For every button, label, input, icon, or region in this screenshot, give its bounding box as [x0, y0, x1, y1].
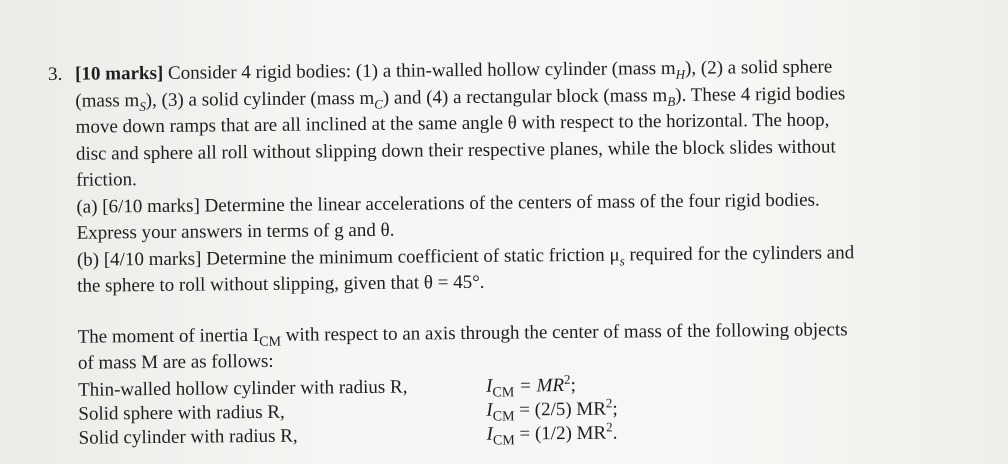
- problem-line-5: friction.: [76, 169, 137, 191]
- problem-line-2: (mass $m_S$), (3) a solid cylinder (mass $m_C$) and (4) a rectangular block (mass $m_B$). These 4 rigid bodies: [75, 82, 846, 114]
- inertia-table: [51, 369, 977, 450]
- inertia-row-solid-cylinder: Solid cylinder with radius R, $I_{CM} = (1/2)$ $MR^2$.: [78, 418, 618, 449]
- inertia-formula: $I_{CM} = (1/2)$ $MR^2$.: [486, 418, 618, 449]
- problem-number: 3.: [48, 63, 63, 85]
- problem-marks: [10 marks]: [75, 62, 164, 85]
- part-b-line-1: (b) [4/10 marks] Determine the minimum coefficient of static friction $\mu_s$ required for the cylinders and: [76, 241, 855, 271]
- problem-3: [48, 53, 977, 449]
- inertia-formula: $I_{CM} = (2/5)$ $MR^2$;: [486, 394, 618, 425]
- problem-line-4: disc and sphere all roll without slipping down their respective planes, while the block slides without: [75, 135, 836, 165]
- inertia-row-hollow-cylinder: Thin-walled hollow cylinder with radius R, $I_{CM} = MR^2$;: [78, 371, 576, 401]
- inertia-intro-line-1: The moment of inertia $I_{CM}$ with respect to an axis through the center of mass of the following objects: [77, 318, 848, 350]
- problem-line-1: 3. [10 marks] Consider 4 rigid bodies: (1) a thin-walled hollow cylinder (mass $m_H$), (2) a solid sphere: [48, 53, 973, 88]
- part-a-line-1: (a) [6/10 marks] Determine the linear accelerations of the centers of mass of the four rigid bodies.: [76, 189, 820, 218]
- inertia-formula: $I_{CM} = MR^2$;: [486, 371, 576, 401]
- part-b-line-2: the sphere to roll without slipping, given that θ = 45°.: [77, 271, 485, 297]
- inertia-row-solid-sphere: Solid sphere with radius R, $I_{CM} = (2/5)$ $MR^2$;: [78, 394, 618, 425]
- inertia-intro-line-2: of mass M are as follows:: [77, 350, 274, 374]
- problem-line-3: move down ramps that are all inclined at the same angle θ with respect to the horizontal. The hoop,: [75, 109, 830, 138]
- part-a-line-2: Express your answers in terms of g and θ.: [76, 219, 395, 244]
